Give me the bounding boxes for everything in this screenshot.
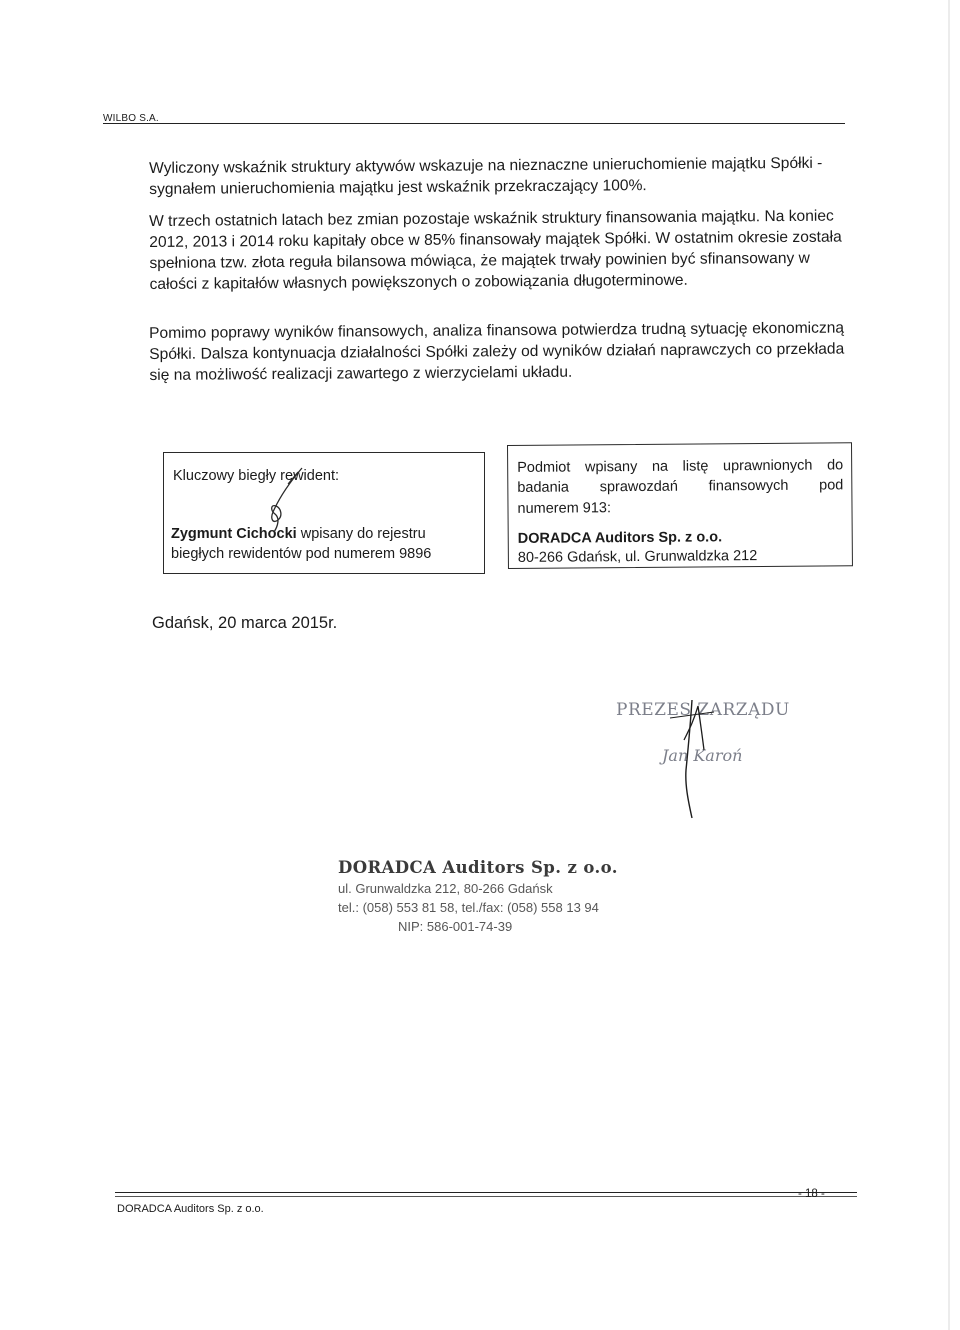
footer-rule — [115, 1192, 857, 1193]
firm-registration-line-3: numerem 913: — [517, 500, 612, 517]
paragraph-2: W trzech ostatnich latach bez zmian pozostaje wskaźnik struktury finansowania majątku. Na koniec 2012, 2013 i 2014 roku kapitały obce w 85% finansowały majątek Spółki. W ostatnim okresie została spełniona tzw. złota reguła bilansowa mówiąca, że majątek trwały powinien być sfinansowany w całości z kapitałów własnych powiększonych o zobowiązania długoterminowe. — [149, 207, 842, 293]
firm-address: 80-266 Gdańsk, ul. Grunwaldzka 212 — [517, 548, 758, 566]
board-signature — [640, 690, 780, 830]
key-auditor-box — [163, 452, 485, 574]
audit-firm-box — [507, 442, 853, 569]
firm-registration-line-1: Podmiot wpisany na listę uprawnionych do — [517, 457, 844, 476]
firm-stamp-name: DORADCA Auditors Sp. z o.o. — [338, 858, 618, 877]
firm-stamp-nip: NIP: 586-001-74-39 — [398, 919, 513, 934]
firm-stamp — [338, 858, 638, 934]
paragraph-1: Wyliczony wskaźnik struktury aktywów wskazuje na nieznaczne unieruchomienie majątku Spółki - sygnałem unieruchomienia majątku jest wskaźnik przekraczający 100%. — [149, 154, 823, 198]
footer-company: DORADCA Auditors Sp. z o.o. — [117, 1203, 264, 1215]
scan-edge — [948, 0, 950, 1330]
header-rule — [103, 123, 845, 124]
page-number: - 18 - — [798, 1188, 825, 1200]
firm-stamp-phones: tel.: (058) 553 81 58, tel./fax: (058) 558 13 94 — [338, 900, 599, 915]
auditor-signature — [240, 462, 320, 542]
key-auditor-details — [171, 524, 471, 564]
key-auditor-registration: wpisany do rejestru biegłych rewidentów pod numerem 9896 — [171, 526, 432, 562]
firm-stamp-address: ul. Grunwaldzka 212, 80-266 Gdańsk — [338, 881, 553, 896]
firm-registration-line-2: badania sprawozdań finansowych pod — [517, 477, 844, 496]
key-auditor-name: Zygmunt Cichocki — [171, 526, 297, 542]
board-stamp-name: Jan Karoń — [662, 746, 743, 765]
firm-name: DORADCA Auditors Sp. z o.o. — [517, 529, 723, 547]
board-stamp-title: PREZES ZARZĄDU — [616, 700, 790, 720]
place-and-date: Gdańsk, 20 marca 2015r. — [152, 614, 338, 632]
footer-rule-secondary — [115, 1196, 857, 1197]
key-auditor-label: Kluczowy biegły rewident: — [173, 468, 340, 484]
paragraph-3: Pomimo poprawy wyników finansowych, analiza finansowa potwierdza trudną sytuację ekonomiczną Spółki. Dalsza kontynuacja działalności Spółki zależy od wyników działań naprawczych co przekłada się na możliwość realizacji zawartego z wierzycielami układu. — [149, 319, 845, 384]
header-company: WILBO S.A. — [103, 113, 159, 124]
